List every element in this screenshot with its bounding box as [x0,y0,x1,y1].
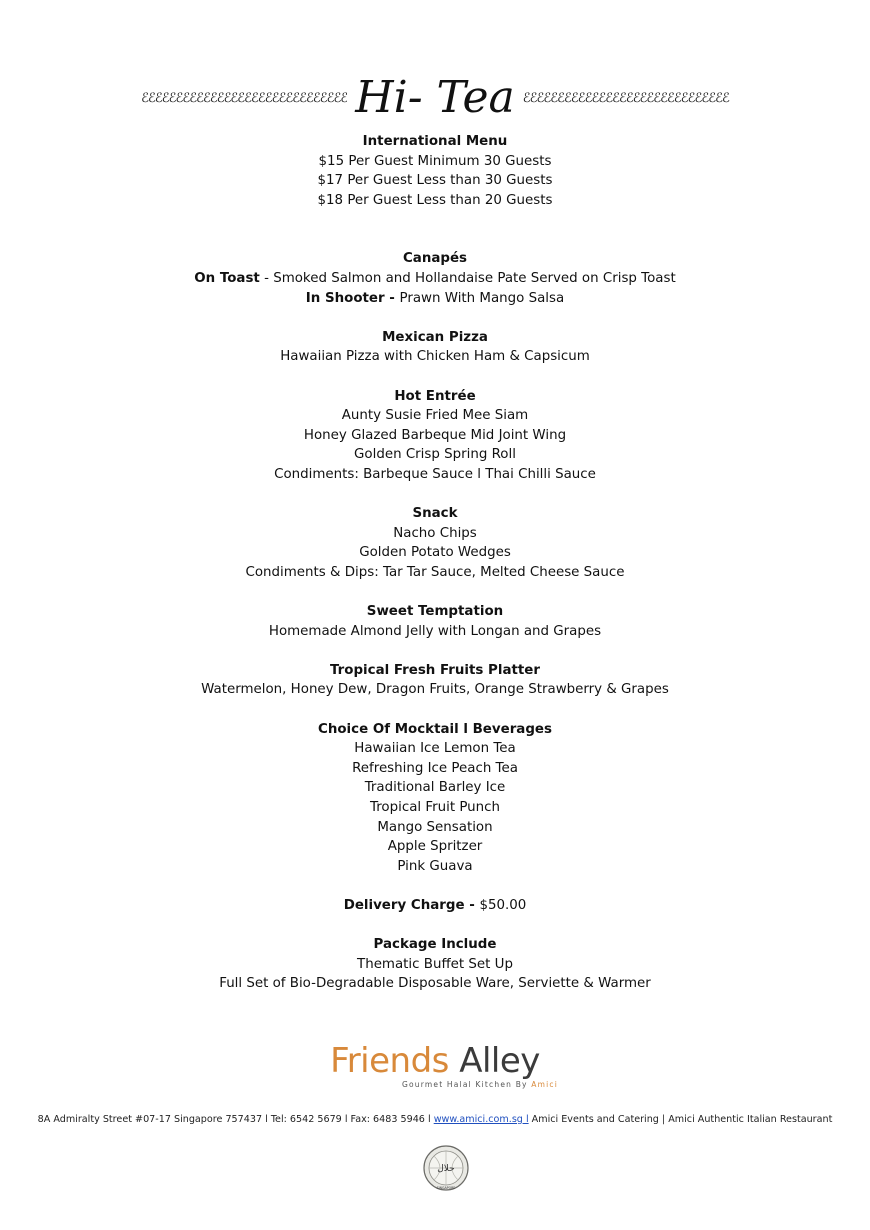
menu-item: Aunty Susie Fried Mee Siam [341,408,529,424]
footer-contact [0,1114,870,1125]
title-ornament-left: ℰℰℰℰℰℰℰℰℰℰℰℰℰℰℰℰℰℰℰℰℰℰℰℰℰℰℰℰℰℰ [141,91,348,105]
section-heading: Sweet Temptation [366,604,504,620]
intro-heading: International Menu [362,134,508,149]
package-item: Thematic Buffet Set Up [357,956,513,972]
menu-content [0,132,870,994]
menu-title: Hi- Tea [355,72,515,123]
halal-seal-icon [420,1144,472,1194]
logo-tagline-brand: Amici [531,1080,558,1089]
section-heading-canapes: Canapés [402,251,468,267]
website-link[interactable]: www.amici.com.sg l [433,1114,529,1125]
menu-item: Nacho Chips [393,525,477,541]
package-item: Full Set of Bio-Degradable Disposable Ware, Serviette & Warmer [219,976,651,992]
halal-seal-arabic: حلال [437,1164,455,1174]
footer-address: 8A Admiralty Street #07-17 Singapore 757437 l Tel: 6542 5679 l Fax: 6483 5946 l [37,1114,434,1125]
menu-item: Refreshing Ice Peach Tea [352,760,518,776]
menu-title-row [0,68,870,128]
canape-item-label: In Shooter - [305,290,400,306]
price-line: $17 Per Guest Less than 30 Guests [317,173,553,189]
delivery-charge [0,896,870,916]
friends-alley-logo [0,1041,870,1089]
canape-item-text: - Smoked Salmon and Hollandaise Pate Served on Crisp Toast [259,270,676,286]
section-heading: Mexican Pizza [382,329,488,345]
menu-item: Golden Crisp Spring Roll [354,447,516,463]
price-line: $15 Per Guest Minimum 30 Guests [318,153,552,169]
menu-item: Traditional Barley Ice [364,780,506,796]
menu-item: Mango Sensation [377,819,493,835]
delivery-charge-value: $50.00 [479,897,527,913]
menu-item: Hawaiian Pizza with Chicken Ham & Capsicum [280,349,590,365]
menu-item: Tropical Fruit Punch [370,800,500,815]
package-heading: Package Include [373,937,497,953]
footer-rest: Amici Events and Catering | Amici Authentic Italian Restaurant [528,1114,833,1125]
menu-item: Pink Guava [397,858,473,874]
section-heading: Tropical Fresh Fruits Platter [330,662,540,678]
menu-item: Golden Potato Wedges [359,545,511,561]
logo-tagline [0,1080,870,1089]
title-ornament-right: ℰℰℰℰℰℰℰℰℰℰℰℰℰℰℰℰℰℰℰℰℰℰℰℰℰℰℰℰℰℰ [522,91,729,105]
section-heading: Hot Entrée [394,388,476,404]
delivery-charge-label: Delivery Charge - [343,897,480,913]
logo-tagline-text: Gourmet Halal Kitchen By [401,1080,532,1089]
menu-item: Apple Spritzer [387,839,483,855]
logo-word-friends: Friends [330,1041,449,1081]
menu-item: Condiments & Dips: Tar Tar Sauce, Melted Cheese Sauce [245,564,625,580]
menu-item: Homemade Almond Jelly with Longan and Grapes [268,623,602,639]
menu-item: Hawaiian Ice Lemon Tea [354,741,516,757]
canape-item [0,269,870,289]
menu-item: Honey Glazed Barbeque Mid Joint Wing [303,427,567,443]
halal-seal-text: SINGAPORE [436,1186,456,1190]
canape-item-label: On Toast [194,270,260,286]
section-heading: Choice Of Mocktail l Beverages [318,721,552,737]
canape-item [0,289,870,309]
price-line: $18 Per Guest Less than 20 Guests [317,192,553,208]
menu-item: Condiments: Barbeque Sauce l Thai Chilli Sauce [274,466,596,482]
logo-word-alley: Alley [448,1041,540,1081]
menu-item: Watermelon, Honey Dew, Dragon Fruits, Orange Strawberry & Grapes [201,682,669,698]
section-heading: Snack [412,506,458,522]
canape-item-text: Prawn With Mango Salsa [399,290,565,306]
